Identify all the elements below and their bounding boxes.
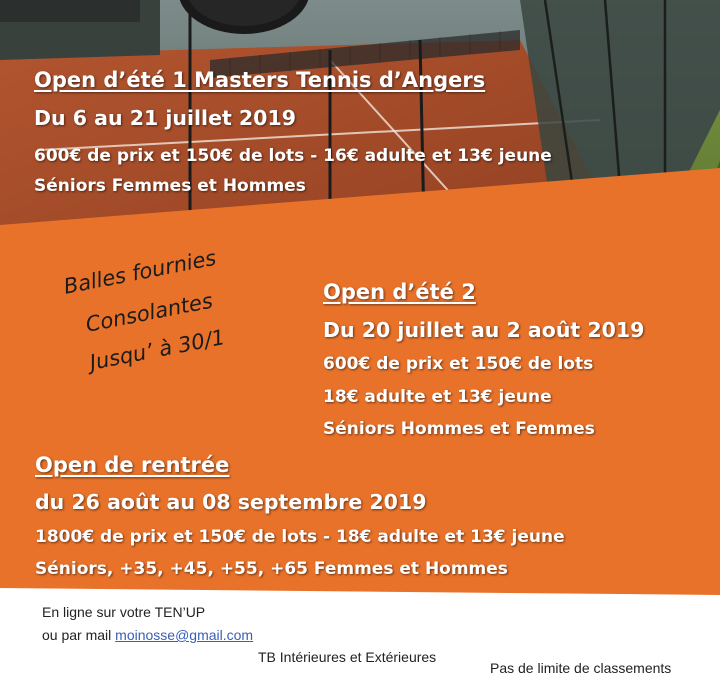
event3-categories: Séniors, +35, +45, +55, +65 Femmes et Hommes [35,559,508,579]
event1-title: Open d’été 1 Masters Tennis d’Angers [34,68,486,92]
perks-callout [56,245,266,375]
callout-ranking: Jusqu’ à 30/1 [87,325,227,375]
event1-prizes: 600€ de prix et 150€ de lots - 16€ adulte et 13€ jeune [34,146,552,166]
club-logo [168,0,320,42]
callout-consolation: Consolantes [83,288,215,337]
footer-mail-prefix: ou par mail [42,627,112,643]
event3-prizes: 1800€ de prix et 150€ de lots - 18€ adulte et 13€ jeune [35,527,565,547]
footer-rankings: Pas de limite de classements [490,660,672,675]
event3-title: Open de rentrée [35,453,230,477]
event2-dates: Du 20 juillet au 2 août 2019 [323,318,645,342]
email-link[interactable]: moinosse@gmail.com [115,627,254,643]
event2-prizes: 600€ de prix et 150€ de lots [323,354,594,374]
footer-courts: TB Intérieures et Extérieures [258,649,437,665]
event3-dates: du 26 août au 08 septembre 2019 [35,490,427,514]
event2-categories: Séniors Hommes et Femmes [323,419,595,439]
callout-balls: Balles fournies [61,245,219,299]
event1-dates: Du 6 au 21 juillet 2019 [34,106,296,130]
footer-mail [42,627,253,643]
event2-title: Open d’été 2 [323,280,476,304]
event1-categories: Séniors Femmes et Hommes [34,176,306,196]
footer-online: En ligne sur votre TEN’UP [42,604,206,620]
event2-fees: 18€ adulte et 13€ jeune [323,387,552,407]
